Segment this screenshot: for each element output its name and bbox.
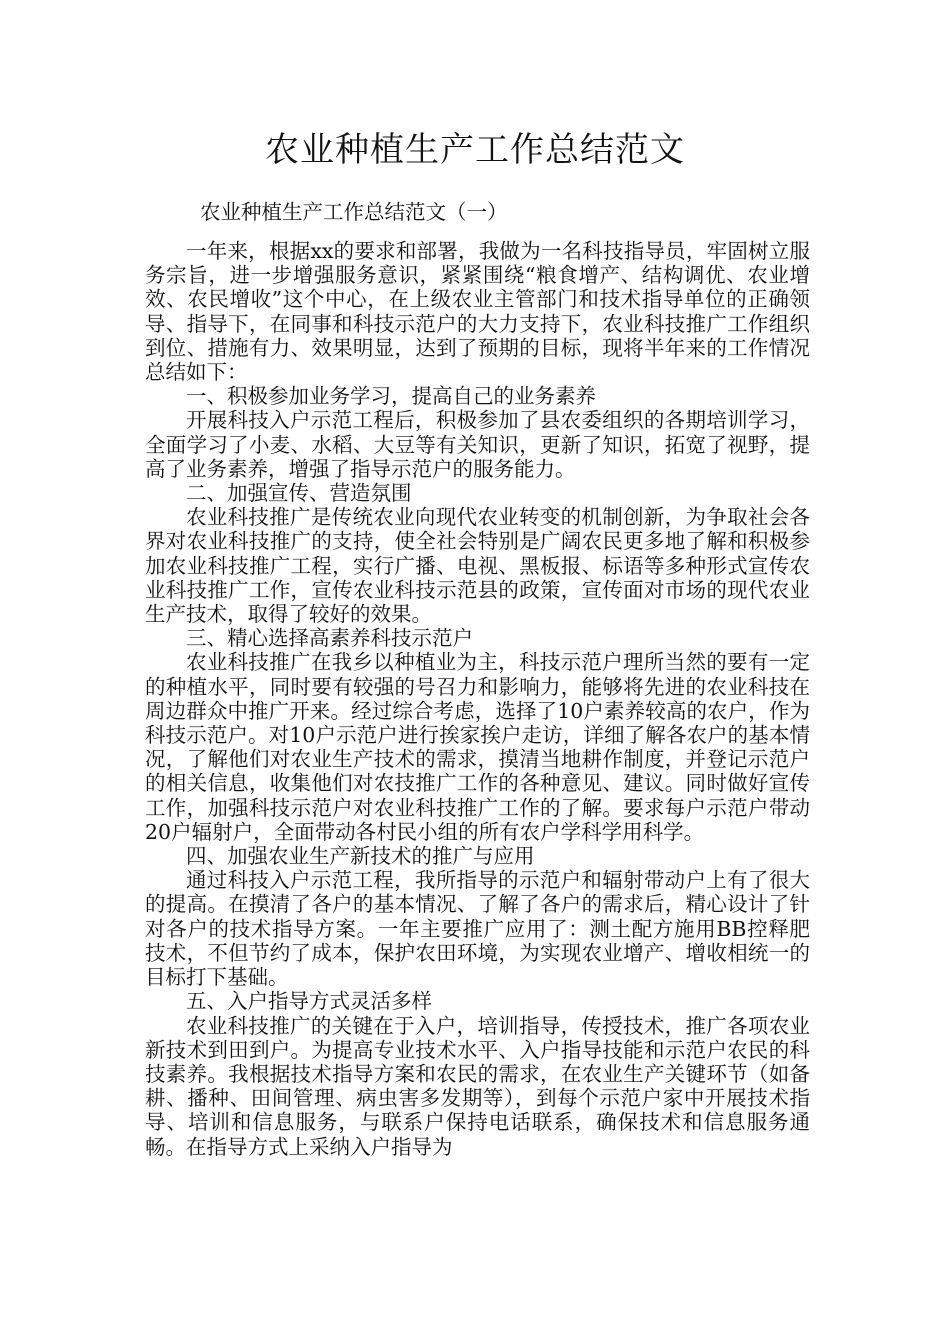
paragraph-section-5: 农业科技推广的关键在于入户，培训指导，传授技术，推广各项农业新技术到田到户。为提高专业技术水平、入户指导技能和示范户农民的科技素养。我根据技术指导方案和农民的需求，在农业生产关键环节（如备耕、播种、田间管理、病虫害多发期等），到每个示范户家中开展技术指导、培训和信息服务，与联系户保持电话联系，确保技术和信息服务通畅。在指导方式上采纳入户指导为: [145, 1013, 810, 1159]
paragraph-section-3: 农业科技推广在我乡以种植业为主，科技示范户理所当然的要有一定的种植水平，同时要有较强的号召力和影响力，能够将先进的农业科技在周边群众中推广开来。经过综合考虑，选择了10户素养较高的农户，作为科技示范户。对10户示范户进行挨家挨户走访，详细了解各农户的基本情况，了解他们对农业生产技术的需求，摸清当地耕作制度，并登记示范户的相关信息，收集他们对农技推广工作的各种意见、建议。同时做好宣传工作，加强科技示范户对农业科技推广工作的了解。要求每户示范户带动20户辐射户，全面带动各村民小组的所有农户学科学用科学。: [145, 650, 810, 844]
section-heading-4: 四、加强农业生产新技术的推广与应用: [186, 844, 535, 869]
section-heading-2: 二、加强宣传、营造氛围: [186, 481, 412, 506]
section-heading-5: 五、入户指导方式灵活多样: [186, 989, 432, 1014]
section-heading-1: 一、积极参加业务学习，提高自己的业务素养: [186, 384, 596, 409]
section-heading-3: 三、精心选择高素养科技示范户: [186, 626, 473, 651]
paragraph-intro: 一年来，根据xx的要求和部署，我做为一名科技指导员，牢固树立服务宗旨，进一步增强服务意识，紧紧围绕“粮食增产、结构调优、农业增效、农民增收”这个中心，在上级农业主管部门和技术指导单位的正确领导、指导下，在同事和科技示范户的大力支持下，农业科技推广工作组织到位、措施有力、效果明显，达到了预期的目标，现将半年来的工作情况总结如下：: [145, 239, 810, 385]
document-subtitle: 农业种植生产工作总结范文（一）: [200, 200, 508, 224]
document-body: [145, 239, 810, 1159]
paragraph-section-1: 开展科技入户示范工程后，积极参加了县农委组织的各期培训学习，全面学习了小麦、水稻、大豆等有关知识，更新了知识，拓宽了视野，提高了业务素养，增强了指导示范户的服务能力。: [145, 408, 810, 481]
page-title: 农业种植生产工作总结范文: [265, 130, 685, 170]
paragraph-section-2: 农业科技推广是传统农业向现代农业转变的机制创新，为争取社会各界对农业科技推广的支持，使全社会特别是广阔农民更多地了解和积极参加农业科技推广工程，实行广播、电视、黑板报、标语等多种形式宣传农业科技推广工作，宣传农业科技示范县的政策，宣传面对市场的现代农业生产技术，取得了较好的效果。: [145, 505, 810, 627]
paragraph-section-4: 通过科技入户示范工程，我所指导的示范户和辐射带动户上有了很大的提高。在摸清了各户的基本情况、了解了各户的需求后，精心设计了针对各户的技术指导方案。一年主要推广应用了：测土配方施用BB控释肥技术，不但节约了成本，保护农田环境，为实现农业增产、增收相统一的目标打下基础。: [145, 868, 810, 990]
